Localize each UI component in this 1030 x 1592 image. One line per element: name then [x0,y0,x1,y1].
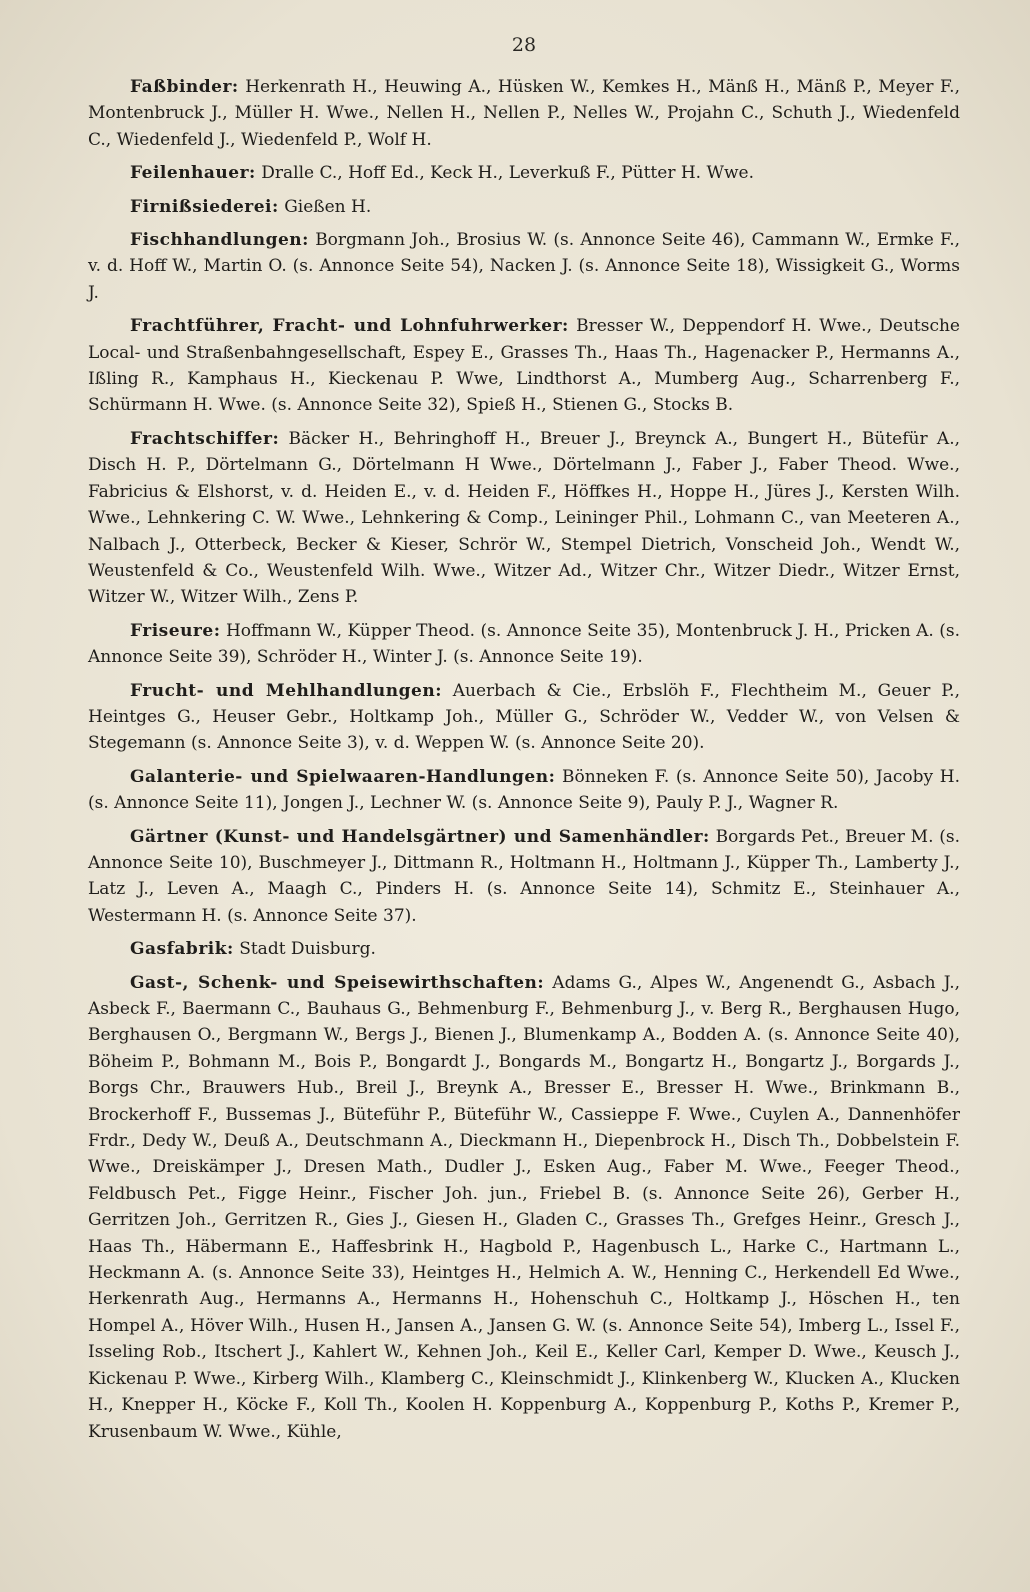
entry-text: Bönneken F. (s. Annonce Seite 50), Jacoby H. (s. Annonce Seite 11), Jongen J., Lechner W. (s. Annonce Seite 9), Pauly P. J., Wagner R. [88,766,961,814]
entry-text: Adams G., Alpes W., Angenendt G., Asbach J., Asbeck F., Baermann C., Bauhaus G., Behmenburg F., Behmenburg J., v. Berg R., Berghausen Hugo, Berghausen O., Bergmann W., Bergs J., Bienen J., Blumenkamp A., Bodden A. (s. Annonce Seite 40), Böheim P., Bohmann M., Bois P., Bongardt J., Bongards M., Bongartz H., Bongartz J., Borgards J., Borgs Chr., Brauwers Hub., Breil J., Breynk A., Bresser E., Bresser H. Wwe., Brinkmann B., Brockerhoff F., Bussemas J., Büteführ P., Büteführ W., Cassieppe F. Wwe., Cuylen A., Dannenhöfer Frdr., Dedy W., Deuß A., Deutschmann A., Dieckmann H., Diepenbrock H., Disch Th., Dobbelstein F. Wwe., Dreiskämper J., Dresen Math., Dudler J., Esken Aug., Faber M. Wwe., Feeger Theod., Feldbusch Pet., Figge Heinr., Fischer Joh. jun., Friebel B. (s. Annonce Seite 26), Gerber H., Gerritzen Joh., Gerritzen R., Gies J., Giesen H., Gladen C., Grasses Th., Grefges Heinr., Gresch J., Haas Th., Häbermann E., Haffesbrink H., Hagbold P., Hagenbusch L., Harke C., Hartmann L., Heckmann A. (s. Annonce Seite 33), Heintges H., Helmich A. W., Henning C., Herkendell Ed Wwe., Herkenrath Aug., Hermanns A., Hermanns H., Hohenschuh C., Holtkamp J., Höschen H., ten Hompel A., Höver Wilh., Husen H., Jansen A., Jansen G. W. (s. Annonce Seite 54), Imberg L., Issel F., Isseling Rob., Itschert J., Kahlert W., Kehnen Joh., Keil E., Keller Carl, Kemper D. Wwe., Keusch J., Kickenau P. Wwe., Kirberg Wilh., Klamberg C., Kleinschmidt J., Klinkenberg W., Klucken A., Klucken H., Knepper H., Köcke F., Koll Th., Koolen H. Koppenburg A., Koppenburg P., Koths P., Kremer P., Krusenbaum W. Wwe., Kühle, [88,972,960,1442]
entry-text: Herkenrath H., Heuwing A., Hüsken W., Kemkes H., Mänß H., Mänß P., Meyer F., Montenbruck J., Müller H. Wwe., Nellen H., Nellen P., Nelles W., Projahn C., Schuth J., Wiedenfeld C., Wiedenfeld J., Wiedenfeld P., Wolf H. [88,77,960,150]
entry-heading: Feilenhauer: [130,163,256,184]
entry-firnisssiederei [88,194,960,220]
entry-frachtschiffer [88,426,960,611]
entry-heading: Friseure: [130,620,221,641]
entry-heading: Galanterie- und Spielwaaren-Handlungen: [130,766,556,787]
entry-text: Stadt Duisburg. [239,939,376,960]
directory-entries [88,74,960,1445]
entry-gasfabrik [88,936,960,962]
entry-text: Borgards Pet., Breuer M. (s. Annonce Seite 10), Buschmeyer J., Dittmann R., Holtmann H., Holtmann J., Küpper Th., Lamberty J., Latz J., Leven A., Maagh C., Pinders H. (s. Annonce Seite 14), Schmitz E., Steinhauer A., Westermann H. (s. Annonce Seite 37). [88,826,961,926]
entry-gaertner [88,824,960,930]
entry-heading: Gast-, Schenk- und Speisewirthschaften: [130,972,545,993]
entry-heading: Gärtner (Kunst- und Handelsgärtner) und Samenhändler: [130,826,710,847]
entry-heading: Frachtschiffer: [130,428,280,449]
entry-frucht-mehlhandlungen [88,678,960,757]
entry-heading: Gasfabrik: [130,939,234,960]
entry-galanterie-spielwaaren [88,764,960,817]
page-number: 28 [511,34,537,56]
entry-heading: Frachtführer, Fracht- und Lohnfuhrwerker: [130,316,569,337]
entry-friseure [88,618,960,671]
entry-heading: Firnißsiederei: [130,196,279,217]
entry-text: Hoffmann W., Küpper Theod. (s. Annonce Seite 35), Montenbruck J. H., Pricken A. (s. Annonce Seite 39), Schröder H., Winter J. (s. Annonce Seite 19). [88,620,961,668]
entry-frachtfuehrer [88,313,960,419]
entry-heading: Fischhandlungen: [130,230,309,251]
entry-text: Borgmann Joh., Brosius W. (s. Annonce Seite 46), Cammann W., Ermke F., v. d. Hoff W., Martin O. (s. Annonce Seite 54), Nacken J. (s. Annonce Seite 18), Wissigkeit G., Worms J. [88,230,960,303]
entry-heading: Faßbinder: [130,77,239,97]
entry-feilenhauer [88,160,960,186]
entry-text: Bresser W., Deppendorf H. Wwe., Deutsche Local- und Straßenbahngesellschaft, Espey E., Grasses Th., Haas Th., Hagenacker P., Hermanns A., Ißling R., Kamphaus H., Kieckenau P. Wwe, Lindthorst A., Mumberg Aug., Scharrenberg F., Schürmann H. Wwe. (s. Annonce Seite 32), Spieß H., Stienen G., Stocks B. [88,316,960,416]
entry-text: Gießen H. [284,196,372,217]
entry-gastwirthschaften [88,970,960,1445]
entry-text: Bäcker H., Behringhoff H., Breuer J., Breynck A., Bungert H., Bütefür A., Disch H. P., Dörtelmann G., Dörtelmann H Wwe., Dörtelmann J., Faber J., Faber Theod. Wwe., Fabricius & Elshorst, v. d. Heiden E., v. d. Heiden F., Höffkes H., Hoppe H., Jüres J., Kersten Wilh. Wwe., Lehnkering C. W. Wwe., Lehnkering & Comp., Leininger Phil., Lohmann C., van Meeteren A., Nalbach J., Otterbeck, Becker & Kieser, Schrör W., Stempel Dietrich, Vonscheid Joh., Wendt W., Weustenfeld & Co., Weustenfeld Wilh. Wwe., Witzer Ad., Witzer Chr., Witzer Diedr., Witzer Ernst, Witzer W., Witzer Wilh., Zens P. [88,428,960,608]
entry-text: Dralle C., Hoff Ed., Keck H., Leverkuß F., Pütter H. Wwe. [261,163,754,184]
entry-fassbinder [88,74,960,153]
entry-text: Auerbach & Cie., Erbslöh F., Flechtheim M., Geuer P., Heintges G., Heuser Gebr., Holtkamp Joh., Müller G., Schröder W., Vedder W., von Velsen & Stegemann (s. Annonce Seite 3), v. d. Weppen W. (s. Annonce Seite 20). [88,680,960,754]
entry-fischhandlungen [88,227,960,306]
entry-heading: Frucht- und Mehlhandlungen: [130,680,442,701]
